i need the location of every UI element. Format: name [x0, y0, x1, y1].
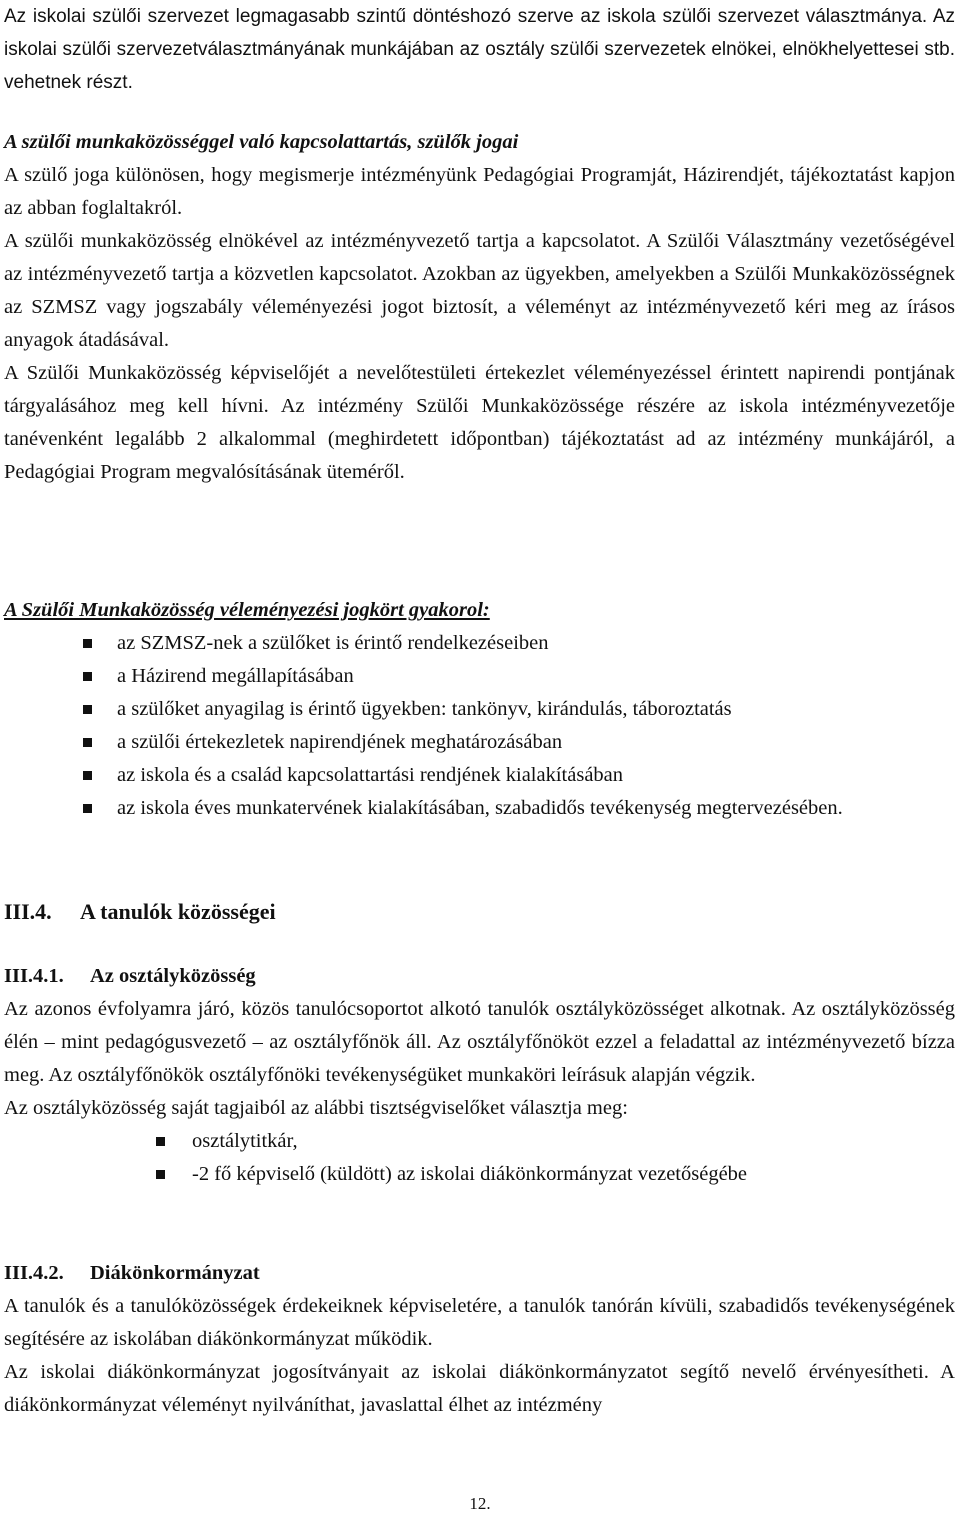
square-bullet-icon — [83, 672, 92, 681]
student-gov-block — [4, 1257, 955, 1422]
rights-list — [4, 627, 955, 825]
square-bullet-icon — [83, 804, 92, 813]
list-item: az iskola éves munkatervének kialakításában, szabadidős tevékenység megtervezésében. — [4, 792, 955, 825]
subsection-number: III.4.1. — [4, 965, 64, 987]
class-community-paragraph-2: Az osztályközösség saját tagjaiból az alábbi tisztségviselőket választja meg: — [4, 1097, 628, 1119]
intro-paragraph: Az iskolai szülői szervezet legmagasabb szintű döntéshozó szerve az iskola szülői szervezet választmánya. Az iskolai szülői szervezetválasztmányának munkájában az osztály szülői szervezetek elnökei, elnökhelyettesei stb. vehetnek részt. — [4, 6, 955, 93]
contact-paragraph-1: A szülő joga különösen, hogy megismerje intézményünk Pedagógiai Programját, Házirendjét, tájékoztatást kapjon az abban foglaltakról. — [4, 164, 955, 219]
page-number: 12. — [469, 1494, 491, 1513]
contact-paragraph-2: A szülői munkaközösség elnökével az intézményvezető tartja a kapcsolatot. A Szülői Választmány vezetőségével az intézményvezető tartja a közvetlen kapcsolatot. Azokban az ügyekben, amelyekben a Szülői Munkaközösségnek az SZMSZ vagy jogszabály véleményezési jogot biztosít, a véleményt az intézményvezető kéri meg az írásos anyagok átadásával. — [4, 230, 955, 351]
square-bullet-icon — [83, 771, 92, 780]
subsection-title: Az osztályközösség — [90, 965, 256, 987]
list-item: a szülőket anyagilag is érintő ügyekben: tankönyv, kirándulás, táboroztatás — [4, 693, 955, 726]
subsection-number: III.4.2. — [4, 1262, 64, 1284]
section-title: A tanulók közösségei — [80, 899, 276, 924]
section-heading — [4, 895, 955, 928]
list-item: az iskola és a család kapcsolattartási rendjének kialakításában — [4, 759, 955, 792]
class-community-block — [4, 960, 955, 1191]
rights-block — [4, 594, 955, 825]
list-item: osztálytitkár, — [4, 1125, 955, 1158]
square-bullet-icon — [156, 1137, 165, 1146]
class-community-paragraph-1: Az azonos évfolyamra járó, közös tanulócsoportot alkotó tanulók osztályközösséget alkotnak. Az osztályközösség élén – mint pedagógusvezető – az osztályfőnök áll. Az osztályfőnököt ezzel a feladattal az intézményvezető bízza meg. Az osztályfőnökök osztályfőnöki tevékenységüket munkaköri leírásuk alapján végzik. — [4, 998, 955, 1086]
list-item: -2 fő képviselő (küldött) az iskolai diákönkormányzat vezetőségébe — [4, 1158, 955, 1191]
officers-list — [4, 1125, 955, 1191]
square-bullet-icon — [83, 639, 92, 648]
subsection-title: Diákönkormányzat — [90, 1262, 260, 1284]
student-gov-paragraph-2: Az iskolai diákönkormányzat jogosítványait az iskolai diákönkormányzatot segítő nevelő érvényesítheti. A diákönkormányzat véleményt nyilváníthat, javaslattal élhet az intézmény — [4, 1361, 955, 1416]
square-bullet-icon — [156, 1170, 165, 1179]
list-item: az SZMSZ-nek a szülőket is érintő rendelkezéseiben — [4, 627, 955, 660]
list-item: a szülői értekezletek napirendjének meghatározásában — [4, 726, 955, 759]
contact-paragraph-3: A Szülői Munkaközösség képviselőjét a nevelőtestületi értekezlet véleményezéssel érintett napirendi pontjának tárgyalásához meg kell hívni. Az intézmény Szülői Munkaközössége részére az iskola intézményvezetője tanévenként legalább 2 alkalommal (meghirdetett időpontban) tájékoztatást ad az intézmény munkájáról, a Pedagógiai Program megvalósításának üteméről. — [4, 362, 955, 483]
student-gov-paragraph-1: A tanulók és a tanulóközösségek érdekeiknek képviseletére, a tanulók tanórán kívüli, szabadidős tevékenységének segítésére az iskolában diákönkormányzat működik. — [4, 1295, 955, 1350]
contact-block — [4, 126, 955, 489]
list-item: a Házirend megállapításában — [4, 660, 955, 693]
contact-heading: A szülői munkaközösséggel való kapcsolattartás, szülők jogai — [4, 131, 519, 153]
rights-heading: A Szülői Munkaközösség véleményezési jogkört gyakorol: — [4, 599, 490, 621]
square-bullet-icon — [83, 705, 92, 714]
section-number: III.4. — [4, 899, 52, 924]
intro-block — [4, 0, 955, 99]
square-bullet-icon — [83, 738, 92, 747]
